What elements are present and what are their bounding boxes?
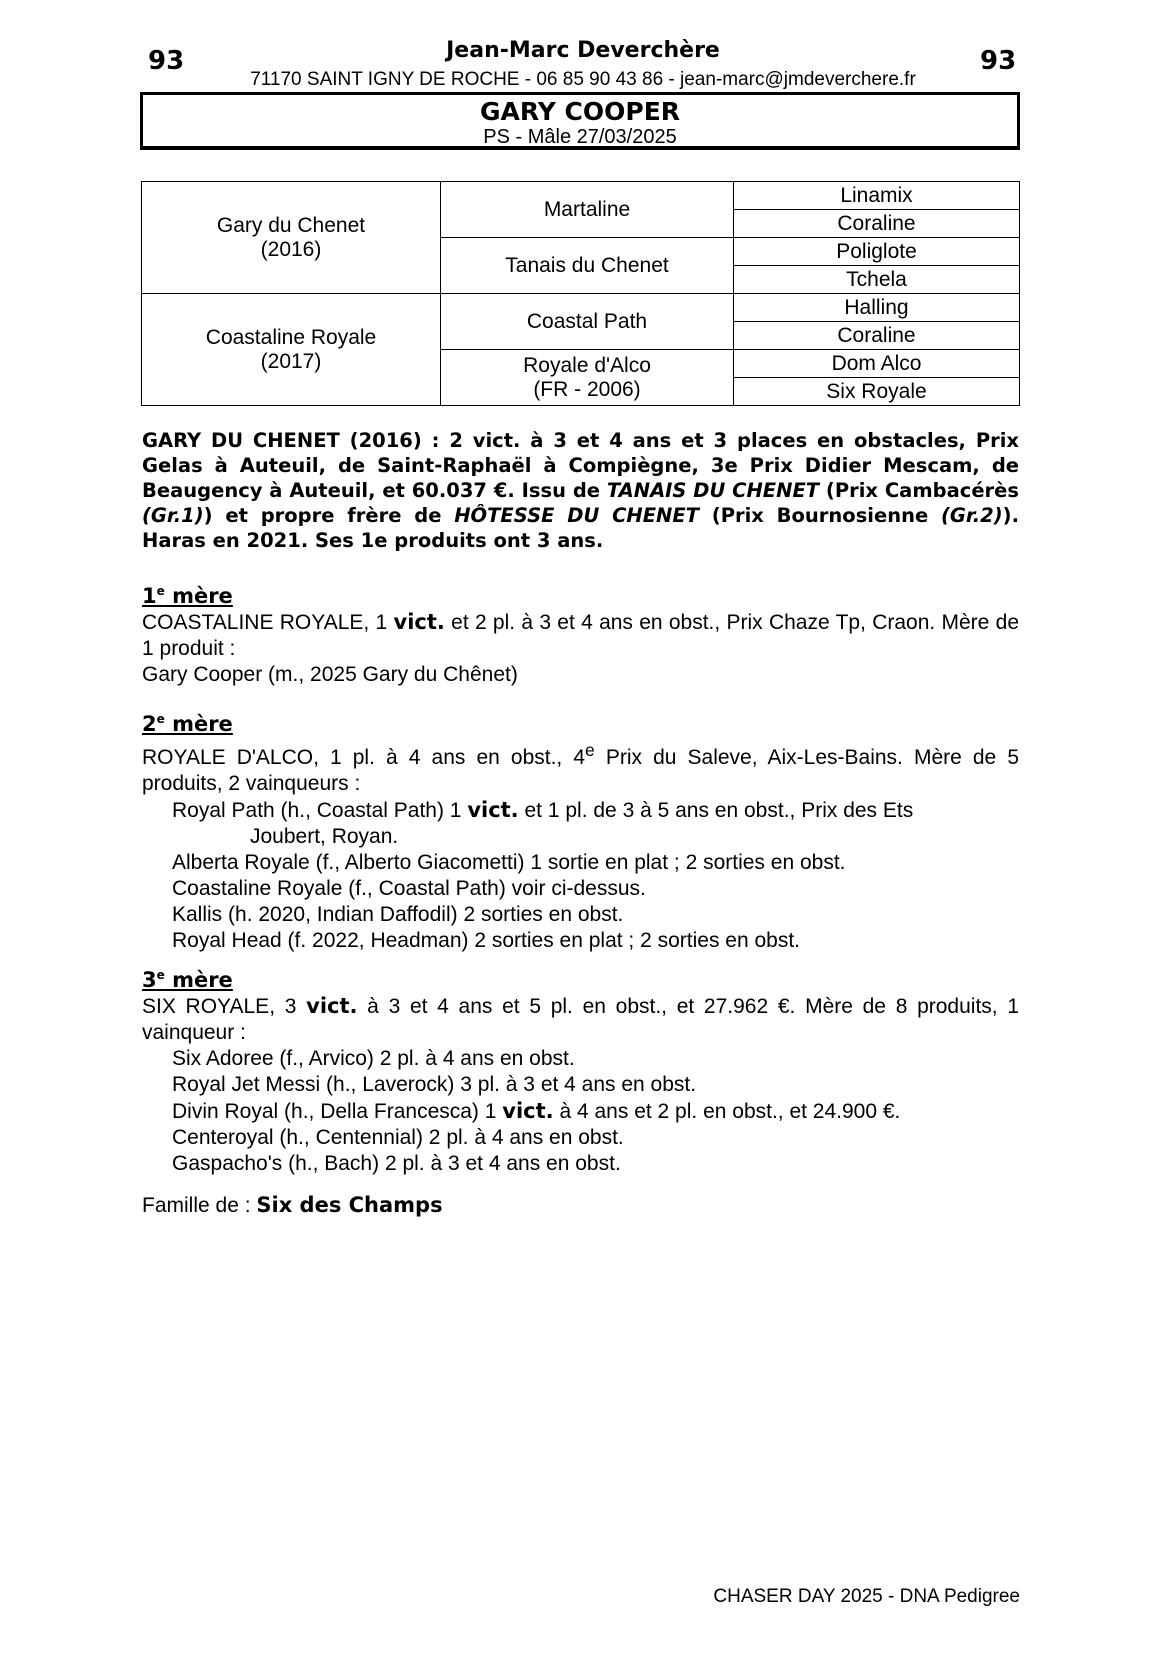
sire-note-sibling: HÔTESSE DU CHENET [454,504,699,527]
offspring-line: Royal Jet Messi (h., Laverock) 3 pl. à 3 et 4 ans en obst. [172,1073,697,1096]
sire-note [142,428,1019,553]
vendor-name: Jean-Marc Deverchère [446,38,720,63]
gen3-cell: Coraline [734,322,1020,350]
text-part: à 3 et 4 ans et 5 pl. en obst., et 27.962 €. Mère de 8 produits, 1 vainqueur : [142,995,1020,1044]
gen3-cell: Tchela [734,266,1020,294]
pedigree-table [141,181,1020,406]
sire-note-dam: TANAIS DU CHENET [606,479,820,502]
horse-name: GARY COOPER [479,97,681,126]
lot-number-right: 93 [980,46,1017,76]
gen3-cell: Linamix [734,182,1020,210]
vict-label: vict. [502,1099,554,1123]
offspring-line: Centeroyal (h., Centennial) 2 pl. à 4 ans en obst. [172,1126,624,1149]
gen3-cell: Poliglote [734,238,1020,266]
dam-cell [142,294,441,406]
gen3-cell: Halling [734,294,1020,322]
dam-year: (2017) [260,349,322,373]
vict-label: vict. [306,994,358,1018]
sire-name: Gary du Chenet [216,213,366,237]
offspring-line [142,797,1019,850]
dam-dam-name: Royale d'Alco [523,353,651,377]
text-part: à 4 ans et 2 pl. en obst., et 24.900 €. [553,1100,901,1123]
heading-label: mère [164,968,233,992]
dam-name: Coastaline Royale [205,325,377,349]
offspring-line [142,1098,1019,1125]
text-part: SIX ROYALE, 3 [142,995,307,1018]
family-line [142,1192,1019,1219]
offspring-line: Gary Cooper (m., 2025 Gary du Chênet) [142,663,518,686]
sire-note-text: ). Haras en 2021. Ses 1e produits ont 3 ans. [142,504,1019,552]
heading-number: 3 [142,968,157,992]
offspring-line: Coastaline Royale (f., Coastal Path) voir ci-dessus. [172,877,646,900]
third-dam-section [142,962,1019,1177]
gen3-cell: Six Royale [734,378,1020,406]
offspring-line: Kallis (h. 2020, Indian Daffodil) 2 sorties en obst. [172,903,624,926]
third-dam-heading [142,962,1019,993]
heading-sup: e [156,712,165,726]
horse-details: PS - Mâle 27/03/2025 [483,126,677,148]
title-box [140,92,1020,150]
sire-sire-cell: Martaline [441,182,734,238]
first-dam-text [142,609,1019,662]
page-footer: CHASER DAY 2025 - DNA Pedigree [713,1586,1020,1607]
vict-label: vict. [393,610,445,634]
lot-number-left: 93 [148,46,185,76]
text-part: COASTALINE ROYALE, 1 [142,611,394,634]
second-dam-heading [142,706,1019,737]
offspring-line: Alberta Royale (f., Alberto Giacometti) 1 sortie en plat ; 2 sorties en obst. [172,851,846,874]
sire-note-text: (Prix Cambacérès [819,479,1019,502]
text-part: et 1 pl. de 3 à 5 ans en obst., Prix des Ets [518,799,914,822]
vendor-contact: 71170 SAINT IGNY DE ROCHE - 06 85 90 43 86 - jean-marc@jmdeverchere.fr [250,69,916,90]
offspring-continuation: Joubert, Royan. [250,825,399,848]
third-dam-text [142,993,1019,1046]
heading-label: mère [164,584,233,608]
text-part: et 2 pl. à 3 et 4 ans en obst., Prix Chaze Tp, Craon. Mère de 1 produit : [142,611,1020,660]
family-name: Six des Champs [256,1193,443,1217]
second-dam-section [142,706,1019,954]
offspring-line: Six Adoree (f., Arvico) 2 pl. à 4 ans en obst. [172,1047,575,1070]
sire-note-text: (Prix Bournosienne [698,504,942,527]
offspring-line: Royal Head (f. 2022, Headman) 2 sorties en plat ; 2 sorties en obst. [172,929,801,952]
heading-number: 1 [142,584,157,608]
dam-dam-cell [441,350,734,406]
family-label: Famille de : [142,1194,257,1217]
sire-year: (2016) [260,237,322,261]
first-dam-section [142,578,1019,688]
heading-label: mère [164,712,233,736]
dam-sire-cell: Coastal Path [441,294,734,350]
sire-note-grade: (Gr.2) [941,504,1003,527]
second-dam-text [142,737,1019,797]
sire-note-text: ) et propre frère de [203,504,455,527]
sire-cell [142,182,441,294]
heading-sup: e [156,968,165,982]
sire-note-grade: (Gr.1) [142,504,204,527]
heading-sup: e [156,584,165,598]
ordinal-sup: e [585,740,595,760]
gen3-cell: Dom Alco [734,350,1020,378]
sire-note-text: GARY DU CHENET (2016) : 2 vict. à 3 et 4 ans et 3 places en obstacles, Prix Gelas à Auteuil, de Saint-Raphaël à Compiègne, 3e Prix Didier Mescam, de Beaugency à Auteuil, et 60.037 €. Issu de [142,429,1019,502]
heading-number: 2 [142,712,157,736]
text-part: Prix du Saleve, Aix-Les-Bains. Mère de 5 produits, 2 vainqueurs : [142,746,1019,795]
sire-dam-cell: Tanais du Chenet [441,238,734,294]
vict-label: vict. [467,798,519,822]
text-part: Royal Path (h., Coastal Path) 1 [172,799,468,822]
first-dam-heading [142,578,1019,609]
gen3-cell: Coraline [734,210,1020,238]
text-part: ROYALE D'ALCO, 1 pl. à 4 ans en obst., 4 [142,746,586,769]
text-part: Divin Royal (h., Della Francesca) 1 [172,1100,503,1123]
dam-dam-detail: (FR - 2006) [533,377,641,401]
offspring-line: Gaspacho's (h., Bach) 2 pl. à 3 et 4 ans en obst. [172,1152,621,1175]
